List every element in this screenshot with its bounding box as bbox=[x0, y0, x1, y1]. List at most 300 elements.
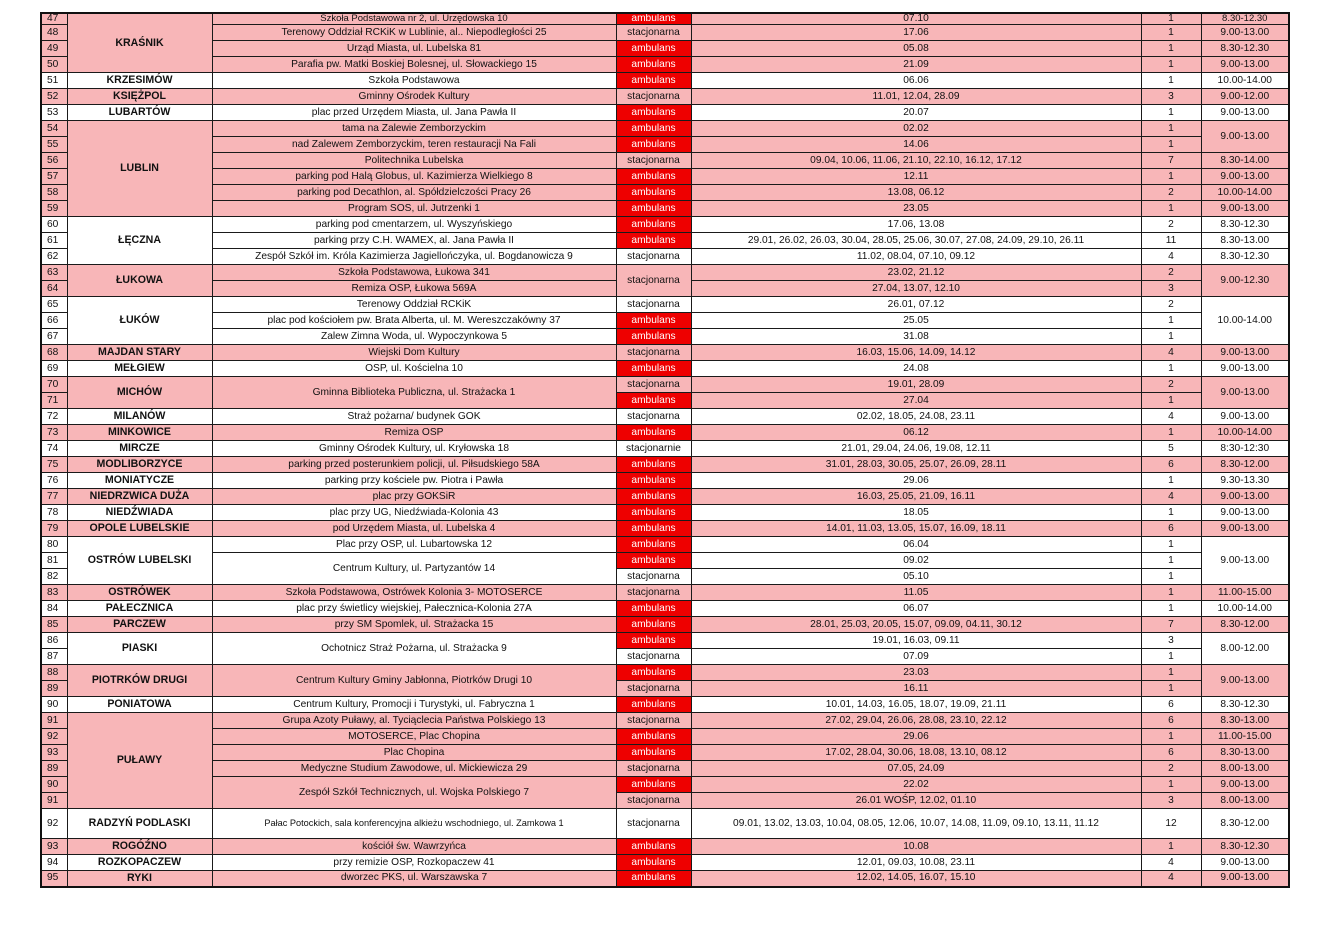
town-cell: PIOTRKÓW DRUGI bbox=[67, 665, 212, 697]
location-cell: przy remizie OSP, Rozkopaczew 41 bbox=[212, 855, 616, 871]
table-row bbox=[41, 105, 1289, 121]
town-cell: MIRCZE bbox=[67, 441, 212, 457]
row-number-cell: 92 bbox=[41, 729, 67, 745]
dates-cell: 05.08 bbox=[691, 41, 1141, 57]
count-cell: 1 bbox=[1141, 473, 1201, 489]
count-cell: 6 bbox=[1141, 697, 1201, 713]
count-cell: 1 bbox=[1141, 313, 1201, 329]
dates-cell: 11.02, 08.04, 07.10, 09.12 bbox=[691, 249, 1141, 265]
row-number-cell: 50 bbox=[41, 57, 67, 73]
row-number-cell: 87 bbox=[41, 649, 67, 665]
collection-type-cell: ambulans bbox=[616, 425, 691, 441]
collection-type-cell: stacjonarna bbox=[616, 25, 691, 41]
table-row bbox=[41, 601, 1289, 617]
town-cell: RADZYŃ PODLASKI bbox=[67, 809, 212, 839]
location-cell: nad Zalewem Zemborzyckim, teren restauracji Na Fali bbox=[212, 137, 616, 153]
location-cell: Grupa Azoty Puławy, al. Tyciąclecia Państwa Polskiego 13 bbox=[212, 713, 616, 729]
table-row bbox=[41, 855, 1289, 871]
table-row bbox=[41, 89, 1289, 105]
row-number-cell: 71 bbox=[41, 393, 67, 409]
location-cell: dworzec PKS, ul. Warszawska 7 bbox=[212, 871, 616, 887]
dates-cell: 02.02 bbox=[691, 121, 1141, 137]
count-cell: 2 bbox=[1141, 377, 1201, 393]
count-cell: 1 bbox=[1141, 777, 1201, 793]
table-row bbox=[41, 473, 1289, 489]
location-cell: Terenowy Oddział RCKiK w Lublinie, al.. Niepodległości 25 bbox=[212, 25, 616, 41]
town-cell: PARCZEW bbox=[67, 617, 212, 633]
hours-cell: 8:30-12:30 bbox=[1201, 441, 1289, 457]
hours-cell: 8.30-12.30 bbox=[1201, 697, 1289, 713]
table-row bbox=[41, 201, 1289, 217]
hours-cell: 11.00-15.00 bbox=[1201, 585, 1289, 601]
dates-cell: 21.01, 29.04, 24.06, 19.08, 12.11 bbox=[691, 441, 1141, 457]
count-cell: 1 bbox=[1141, 601, 1201, 617]
dates-cell: 27.02, 29.04, 26.06, 28.08, 23.10, 22.12 bbox=[691, 713, 1141, 729]
collection-type-cell: ambulans bbox=[616, 121, 691, 137]
collection-type-cell: ambulans bbox=[616, 617, 691, 633]
town-cell: PIASKI bbox=[67, 633, 212, 665]
table-row bbox=[41, 265, 1289, 281]
collection-type-cell: stacjonarna bbox=[616, 793, 691, 809]
location-cell: Parafia pw. Matki Boskiej Bolesnej, ul. Słowackiego 15 bbox=[212, 57, 616, 73]
location-cell: Gminny Ośrodek Kultury, ul. Kryłowska 18 bbox=[212, 441, 616, 457]
count-cell: 1 bbox=[1141, 201, 1201, 217]
location-cell: Ochotnicz Straż Pożarna, ul. Strażacka 9 bbox=[212, 633, 616, 665]
dates-cell: 12.02, 14.05, 16.07, 15.10 bbox=[691, 871, 1141, 887]
dates-cell: 19.01, 28.09 bbox=[691, 377, 1141, 393]
collection-type-cell: ambulans bbox=[616, 601, 691, 617]
row-number-cell: 88 bbox=[41, 665, 67, 681]
table-row bbox=[41, 553, 1289, 569]
hours-cell: 8.30-12.30 bbox=[1201, 41, 1289, 57]
table-row bbox=[41, 745, 1289, 761]
dates-cell: 11.01, 12.04, 28.09 bbox=[691, 89, 1141, 105]
count-cell: 6 bbox=[1141, 745, 1201, 761]
table-row bbox=[41, 217, 1289, 233]
collection-type-cell: stacjonarna bbox=[616, 297, 691, 313]
count-cell: 1 bbox=[1141, 13, 1201, 25]
location-cell: Remiza OSP bbox=[212, 425, 616, 441]
count-cell: 6 bbox=[1141, 713, 1201, 729]
collection-type-cell: ambulans bbox=[616, 489, 691, 505]
row-number-cell: 77 bbox=[41, 489, 67, 505]
hours-cell: 8.30-14.00 bbox=[1201, 153, 1289, 169]
dates-cell: 27.04, 13.07, 12.10 bbox=[691, 281, 1141, 297]
table-row bbox=[41, 777, 1289, 793]
count-cell: 4 bbox=[1141, 489, 1201, 505]
row-number-cell: 94 bbox=[41, 855, 67, 871]
hours-cell: 9.00-13.00 bbox=[1201, 121, 1289, 153]
collection-type-cell: stacjonarna bbox=[616, 345, 691, 361]
table-row bbox=[41, 839, 1289, 855]
row-number-cell: 93 bbox=[41, 839, 67, 855]
dates-cell: 31.01, 28.03, 30.05, 25.07, 26.09, 28.11 bbox=[691, 457, 1141, 473]
collection-type-cell: ambulans bbox=[616, 553, 691, 569]
dates-cell: 21.09 bbox=[691, 57, 1141, 73]
count-cell: 4 bbox=[1141, 409, 1201, 425]
town-cell: ROZKOPACZEW bbox=[67, 855, 212, 871]
row-number-cell: 49 bbox=[41, 41, 67, 57]
count-cell: 1 bbox=[1141, 73, 1201, 89]
location-cell: przy SM Spomlek, ul. Strażacka 15 bbox=[212, 617, 616, 633]
location-cell: Remiza OSP, Łukowa 569A bbox=[212, 281, 616, 297]
town-cell: ŁUKOWA bbox=[67, 265, 212, 297]
location-cell: Wiejski Dom Kultury bbox=[212, 345, 616, 361]
hours-cell: 9.00-13.00 bbox=[1201, 345, 1289, 361]
hours-cell: 8.30-12.30 bbox=[1201, 13, 1289, 25]
count-cell: 2 bbox=[1141, 185, 1201, 201]
table-row bbox=[41, 521, 1289, 537]
dates-cell: 14.01, 11.03, 13.05, 15.07, 16.09, 18.11 bbox=[691, 521, 1141, 537]
table-row bbox=[41, 313, 1289, 329]
row-number-cell: 72 bbox=[41, 409, 67, 425]
row-number-cell: 61 bbox=[41, 233, 67, 249]
count-cell: 1 bbox=[1141, 585, 1201, 601]
town-cell: KRZESIMÓW bbox=[67, 73, 212, 89]
location-cell: Terenowy Oddział RCKiK bbox=[212, 297, 616, 313]
collection-type-cell: ambulans bbox=[616, 871, 691, 887]
count-cell: 1 bbox=[1141, 553, 1201, 569]
location-cell: Centrum Kultury Gminy Jabłonna, Piotrków Drugi 10 bbox=[212, 665, 616, 697]
town-cell: LUBARTÓW bbox=[67, 105, 212, 121]
location-cell: parking przy C.H. WAMEX, al. Jana Pawła II bbox=[212, 233, 616, 249]
location-cell: Politechnika Lubelska bbox=[212, 153, 616, 169]
town-cell: KRAŚNIK bbox=[67, 13, 212, 73]
count-cell: 4 bbox=[1141, 855, 1201, 871]
row-number-cell: 70 bbox=[41, 377, 67, 393]
location-cell: Szkoła Podstawowa, Łukowa 341 bbox=[212, 265, 616, 281]
row-number-cell: 76 bbox=[41, 473, 67, 489]
hours-cell: 10.00-14.00 bbox=[1201, 297, 1289, 345]
table-row bbox=[41, 633, 1289, 649]
collection-type-cell: ambulans bbox=[616, 745, 691, 761]
row-number-cell: 85 bbox=[41, 617, 67, 633]
dates-cell: 23.02, 21.12 bbox=[691, 265, 1141, 281]
town-cell: MILANÓW bbox=[67, 409, 212, 425]
collection-type-cell: stacjonarna bbox=[616, 761, 691, 777]
collection-type-cell: ambulans bbox=[616, 73, 691, 89]
collection-type-cell: ambulans bbox=[616, 839, 691, 855]
table-row bbox=[41, 537, 1289, 553]
collection-type-cell: ambulans bbox=[616, 633, 691, 649]
count-cell: 1 bbox=[1141, 361, 1201, 377]
dates-cell: 27.04 bbox=[691, 393, 1141, 409]
location-cell: Plac Chopina bbox=[212, 745, 616, 761]
collection-type-cell: ambulans bbox=[616, 185, 691, 201]
table-row bbox=[41, 13, 1289, 25]
table-row bbox=[41, 153, 1289, 169]
table-row bbox=[41, 457, 1289, 473]
dates-cell: 29.01, 26.02, 26.03, 30.04, 28.05, 25.06, 30.07, 27.08, 24.09, 29.10, 26.11 bbox=[691, 233, 1141, 249]
town-cell: PONIATOWA bbox=[67, 697, 212, 713]
hours-cell: 9.00-13.00 bbox=[1201, 57, 1289, 73]
hours-cell: 8.30-12.30 bbox=[1201, 839, 1289, 855]
hours-cell: 8.30-12.00 bbox=[1201, 809, 1289, 839]
dates-cell: 06.04 bbox=[691, 537, 1141, 553]
collection-type-cell: stacjonarnie bbox=[616, 441, 691, 457]
collection-type-cell: ambulans bbox=[616, 105, 691, 121]
location-cell: Straż pożarna/ budynek GOK bbox=[212, 409, 616, 425]
table-row bbox=[41, 617, 1289, 633]
hours-cell: 9.00-13.00 bbox=[1201, 105, 1289, 121]
hours-cell: 9.00-13.00 bbox=[1201, 377, 1289, 409]
table-row bbox=[41, 441, 1289, 457]
count-cell: 1 bbox=[1141, 537, 1201, 553]
dates-cell: 07.10 bbox=[691, 13, 1141, 25]
town-cell: PAŁECZNICA bbox=[67, 601, 212, 617]
collection-type-cell: ambulans bbox=[616, 13, 691, 25]
table-row bbox=[41, 505, 1289, 521]
location-cell: Plac przy OSP, ul. Lubartowska 12 bbox=[212, 537, 616, 553]
location-cell: Szkoła Podstawowa, Ostrówek Kolonia 3- MOTOSERCE bbox=[212, 585, 616, 601]
collection-type-cell: ambulans bbox=[616, 777, 691, 793]
count-cell: 3 bbox=[1141, 89, 1201, 105]
table-row bbox=[41, 377, 1289, 393]
dates-cell: 22.02 bbox=[691, 777, 1141, 793]
table-row bbox=[41, 41, 1289, 57]
table-row bbox=[41, 425, 1289, 441]
count-cell: 1 bbox=[1141, 425, 1201, 441]
row-number-cell: 57 bbox=[41, 169, 67, 185]
location-cell: parking pod Decathlon, al. Spółdzielczości Pracy 26 bbox=[212, 185, 616, 201]
count-cell: 3 bbox=[1141, 281, 1201, 297]
row-number-cell: 90 bbox=[41, 697, 67, 713]
count-cell: 4 bbox=[1141, 249, 1201, 265]
table-row bbox=[41, 713, 1289, 729]
table-row bbox=[41, 585, 1289, 601]
hours-cell: 10.00-14.00 bbox=[1201, 185, 1289, 201]
dates-cell: 07.05, 24.09 bbox=[691, 761, 1141, 777]
row-number-cell: 90 bbox=[41, 777, 67, 793]
collection-type-cell: ambulans bbox=[616, 855, 691, 871]
hours-cell: 9.00-13.00 bbox=[1201, 521, 1289, 537]
collection-type-cell: stacjonarna bbox=[616, 649, 691, 665]
dates-cell: 31.08 bbox=[691, 329, 1141, 345]
hours-cell: 9.00-13.00 bbox=[1201, 201, 1289, 217]
town-cell: OSTRÓWEK bbox=[67, 585, 212, 601]
table-row bbox=[41, 73, 1289, 89]
count-cell: 12 bbox=[1141, 809, 1201, 839]
count-cell: 1 bbox=[1141, 121, 1201, 137]
collection-type-cell: stacjonarna bbox=[616, 89, 691, 105]
dates-cell: 24.08 bbox=[691, 361, 1141, 377]
collection-type-cell: ambulans bbox=[616, 201, 691, 217]
row-number-cell: 55 bbox=[41, 137, 67, 153]
dates-cell: 17.06 bbox=[691, 25, 1141, 41]
count-cell: 5 bbox=[1141, 441, 1201, 457]
row-number-cell: 67 bbox=[41, 329, 67, 345]
town-cell: MICHÓW bbox=[67, 377, 212, 409]
hours-cell: 8.30-13.00 bbox=[1201, 745, 1289, 761]
count-cell: 1 bbox=[1141, 649, 1201, 665]
row-number-cell: 91 bbox=[41, 793, 67, 809]
row-number-cell: 73 bbox=[41, 425, 67, 441]
count-cell: 1 bbox=[1141, 729, 1201, 745]
row-number-cell: 81 bbox=[41, 553, 67, 569]
row-number-cell: 93 bbox=[41, 745, 67, 761]
town-cell: MAJDAN STARY bbox=[67, 345, 212, 361]
dates-cell: 18.05 bbox=[691, 505, 1141, 521]
hours-cell: 9.30-13.30 bbox=[1201, 473, 1289, 489]
hours-cell: 9.00-13.00 bbox=[1201, 871, 1289, 887]
hours-cell: 8.30-13.00 bbox=[1201, 713, 1289, 729]
town-cell: PUŁAWY bbox=[67, 713, 212, 809]
count-cell: 1 bbox=[1141, 25, 1201, 41]
location-cell: parking przy kościele pw. Piotra i Pawła bbox=[212, 473, 616, 489]
table-row bbox=[41, 297, 1289, 313]
table-row bbox=[41, 361, 1289, 377]
row-number-cell: 69 bbox=[41, 361, 67, 377]
dates-cell: 16.03, 25.05, 21.09, 16.11 bbox=[691, 489, 1141, 505]
count-cell: 1 bbox=[1141, 505, 1201, 521]
count-cell: 1 bbox=[1141, 137, 1201, 153]
hours-cell: 11.00-15.00 bbox=[1201, 729, 1289, 745]
table-row bbox=[41, 729, 1289, 745]
hours-cell: 9.00-13.00 bbox=[1201, 489, 1289, 505]
collection-type-cell: stacjonarna bbox=[616, 681, 691, 697]
location-cell: Centrum Kultury, Promocji i Turystyki, ul. Fabryczna 1 bbox=[212, 697, 616, 713]
hours-cell: 9.00-13.00 bbox=[1201, 777, 1289, 793]
collection-type-cell: ambulans bbox=[616, 137, 691, 153]
location-cell: Gminny Ośrodek Kultury bbox=[212, 89, 616, 105]
collection-type-cell: ambulans bbox=[616, 57, 691, 73]
collection-type-cell: stacjonarna bbox=[616, 249, 691, 265]
count-cell: 2 bbox=[1141, 265, 1201, 281]
hours-cell: 8.30-12.30 bbox=[1201, 249, 1289, 265]
row-number-cell: 58 bbox=[41, 185, 67, 201]
count-cell: 6 bbox=[1141, 521, 1201, 537]
hours-cell: 9.00-13.00 bbox=[1201, 361, 1289, 377]
location-cell: Program SOS, ul. Jutrzenki 1 bbox=[212, 201, 616, 217]
row-number-cell: 84 bbox=[41, 601, 67, 617]
row-number-cell: 53 bbox=[41, 105, 67, 121]
row-number-cell: 65 bbox=[41, 297, 67, 313]
dates-cell: 10.01, 14.03, 16.05, 18.07, 19.09, 21.11 bbox=[691, 697, 1141, 713]
location-cell: OSP, ul. Kościelna 10 bbox=[212, 361, 616, 377]
table-row bbox=[41, 489, 1289, 505]
location-cell: kościół św. Wawrzyńca bbox=[212, 839, 616, 855]
count-cell: 1 bbox=[1141, 41, 1201, 57]
count-cell: 1 bbox=[1141, 393, 1201, 409]
dates-cell: 14.06 bbox=[691, 137, 1141, 153]
dates-cell: 09.04, 10.06, 11.06, 21.10, 22.10, 16.12, 17.12 bbox=[691, 153, 1141, 169]
location-cell: Centrum Kultury, ul. Partyzantów 14 bbox=[212, 553, 616, 585]
dates-cell: 11.05 bbox=[691, 585, 1141, 601]
row-number-cell: 86 bbox=[41, 633, 67, 649]
collection-type-cell: ambulans bbox=[616, 361, 691, 377]
table-row bbox=[41, 249, 1289, 265]
row-number-cell: 78 bbox=[41, 505, 67, 521]
row-number-cell: 91 bbox=[41, 713, 67, 729]
dates-cell: 23.03 bbox=[691, 665, 1141, 681]
row-number-cell: 47 bbox=[41, 13, 67, 25]
location-cell: pod Urzędem Miasta, ul. Lubelska 4 bbox=[212, 521, 616, 537]
hours-cell: 9.00-13.00 bbox=[1201, 409, 1289, 425]
town-cell: RYKI bbox=[67, 871, 212, 887]
hours-cell: 8.30-12.00 bbox=[1201, 617, 1289, 633]
dates-cell: 25.05 bbox=[691, 313, 1141, 329]
row-number-cell: 60 bbox=[41, 217, 67, 233]
hours-cell: 8.30-12.30 bbox=[1201, 217, 1289, 233]
dates-cell: 23.05 bbox=[691, 201, 1141, 217]
row-number-cell: 79 bbox=[41, 521, 67, 537]
location-cell: parking przed posterunkiem policji, ul. Piłsudskiego 58A bbox=[212, 457, 616, 473]
row-number-cell: 68 bbox=[41, 345, 67, 361]
table-row bbox=[41, 137, 1289, 153]
collection-type-cell: stacjonarna bbox=[616, 809, 691, 839]
location-cell: Zalew Zimna Woda, ul. Wypoczynkowa 5 bbox=[212, 329, 616, 345]
collection-type-cell: ambulans bbox=[616, 329, 691, 345]
count-cell: 7 bbox=[1141, 153, 1201, 169]
row-number-cell: 89 bbox=[41, 681, 67, 697]
dates-cell: 29.06 bbox=[691, 729, 1141, 745]
town-cell: NIEDŹWIADA bbox=[67, 505, 212, 521]
collection-type-cell: ambulans bbox=[616, 537, 691, 553]
hours-cell: 9.00-13.00 bbox=[1201, 169, 1289, 185]
row-number-cell: 74 bbox=[41, 441, 67, 457]
dates-cell: 28.01, 25.03, 20.05, 15.07, 09.09, 04.11, 30.12 bbox=[691, 617, 1141, 633]
hours-cell: 9.00-13.00 bbox=[1201, 505, 1289, 521]
collection-type-cell: ambulans bbox=[616, 521, 691, 537]
blood-donation-schedule-table bbox=[40, 12, 1290, 888]
collection-type-cell: stacjonarna bbox=[616, 377, 691, 393]
table-row bbox=[41, 25, 1289, 41]
collection-type-cell: stacjonarna bbox=[616, 569, 691, 585]
dates-cell: 02.02, 18.05, 24.08, 23.11 bbox=[691, 409, 1141, 425]
dates-cell: 07.09 bbox=[691, 649, 1141, 665]
count-cell: 1 bbox=[1141, 169, 1201, 185]
schedule-sheet bbox=[40, 12, 1288, 888]
town-cell: OPOLE LUBELSKIE bbox=[67, 521, 212, 537]
town-cell: NIEDRZWICA DUŻA bbox=[67, 489, 212, 505]
location-cell: Zespół Szkół im. Króla Kazimierza Jagiellończyka, ul. Bogdanowicza 9 bbox=[212, 249, 616, 265]
table-row bbox=[41, 57, 1289, 73]
collection-type-cell: ambulans bbox=[616, 697, 691, 713]
hours-cell: 9.00-13.00 bbox=[1201, 665, 1289, 697]
table-row bbox=[41, 809, 1289, 839]
hours-cell: 8.00-13.00 bbox=[1201, 761, 1289, 777]
table-row bbox=[41, 409, 1289, 425]
dates-cell: 29.06 bbox=[691, 473, 1141, 489]
hours-cell: 9.00-12.00 bbox=[1201, 89, 1289, 105]
town-cell: KSIĘŻPOL bbox=[67, 89, 212, 105]
hours-cell: 10.00-14.00 bbox=[1201, 601, 1289, 617]
collection-type-cell: stacjonarna bbox=[616, 409, 691, 425]
collection-type-cell: ambulans bbox=[616, 169, 691, 185]
table-row bbox=[41, 871, 1289, 887]
row-number-cell: 95 bbox=[41, 871, 67, 887]
town-cell: OSTRÓW LUBELSKI bbox=[67, 537, 212, 585]
count-cell: 2 bbox=[1141, 217, 1201, 233]
row-number-cell: 52 bbox=[41, 89, 67, 105]
count-cell: 3 bbox=[1141, 793, 1201, 809]
hours-cell: 10.00-14.00 bbox=[1201, 425, 1289, 441]
table-row bbox=[41, 665, 1289, 681]
count-cell: 1 bbox=[1141, 681, 1201, 697]
hours-cell: 9.00-13.00 bbox=[1201, 855, 1289, 871]
row-number-cell: 62 bbox=[41, 249, 67, 265]
count-cell: 1 bbox=[1141, 329, 1201, 345]
dates-cell: 17.06, 13.08 bbox=[691, 217, 1141, 233]
row-number-cell: 54 bbox=[41, 121, 67, 137]
town-cell: ŁĘCZNA bbox=[67, 217, 212, 265]
table-row bbox=[41, 169, 1289, 185]
hours-cell: 8.30-12.00 bbox=[1201, 457, 1289, 473]
location-cell: plac pod kościołem pw. Brata Alberta, ul. M. Wereszczakówny 37 bbox=[212, 313, 616, 329]
row-number-cell: 63 bbox=[41, 265, 67, 281]
count-cell: 1 bbox=[1141, 105, 1201, 121]
collection-type-cell: stacjonarna bbox=[616, 153, 691, 169]
